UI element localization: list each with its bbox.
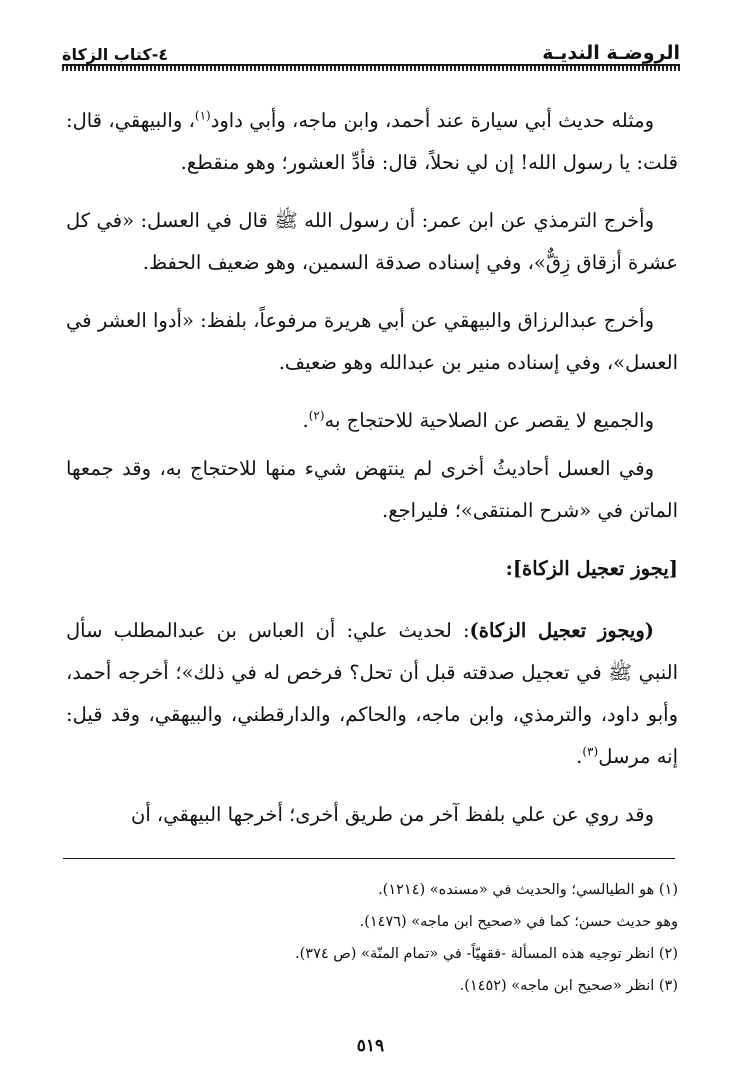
footnote-ref-2[interactable]: (٢) [308,408,325,423]
footnote-2: (٢) انظر توجيه هذه المسألة -فقهيّاً- في «تمام المنّة» (ص ٣٧٤). [295,946,678,962]
section-heading: [يجوز تعجيل الزكاة]: [505,557,678,580]
paragraph-1-text: ومثله حديث أبي سيارة عند أحمد، وابن ماجه، وأبي داود [210,109,654,132]
running-header [62,30,680,64]
paragraph-5: وفي العسل أحاديثُ أخرى لم ينتهض شيء منها للاحتجاج به، وقد جمعها الماتن في «شرح المنتقى»؛ فليراجع. [66,457,678,522]
body-text [66,100,678,852]
paragraph-4-text: والجميع لا يقصر عن الصلاحية للاحتجاج به [324,409,654,432]
page-number: ٥١٩ [356,1036,385,1056]
footnote-1-cont: وهو حديث حسن؛ كما في «صحيح ابن ماجه» (١٤٧٦). [359,914,678,930]
paragraph-6-lead: (ويجوز تعجيل الزكاة) [469,619,654,642]
footnote-1: (١) هو الطيالسي؛ والحديث في «مسنده» (١٢١٤). [378,882,678,898]
paragraph-6-text: : لحديث علي: أن العباس بن عبدالمطلب سأل النبي ﷺ في تعجيل صدقته قبل أن تحل؟ فرخص له في ذلك»؛ أخرجه أحمد، وأبو داود، والترمذي، وابن ماجه، والحاكم، والدارقطني، والبيهقي، وقد قيل: إنه مرسل [66,619,678,768]
paragraph-4-rest: . [302,409,309,432]
footnotes [66,874,678,1002]
paragraph-1 [66,100,678,184]
paragraph-6 [66,610,678,778]
paragraph-3: وأخرج عبدالرزاق والبيهقي عن أبي هريرة مرفوعاً، بلفظ: «أدوا العشر في العسل»، وفي إسناده منير بن عبدالله وهو ضعيف. [66,309,678,374]
paragraph-1-rest: ، والبيهقي، قال: قلت: يا رسول الله! إن لي نحلاً، قال: فأدِّ العشور؛ وهو منقطع. [66,109,678,174]
book-title: الروضـة النديـة [542,42,680,64]
footnote-ref-3[interactable]: (٣) [582,744,599,759]
footnote-ref-1[interactable]: (١) [194,108,211,123]
paragraph-7: وقد روي عن علي بلفظ آخر من طريق أخرى؛ أخرجها البيهقي، أن [131,803,654,826]
header-rule [62,64,680,71]
paragraph-6-rest: . [576,745,583,768]
paragraph-2: وأخرج الترمذي عن ابن عمر: أن رسول الله ﷺ قال في العسل: «في كل عشرة أزقاق زِقٌّ»، وفي إسناده صدقة السمين، وهو ضعيف الحفظ. [66,209,678,274]
chapter-title: ٤-كتاب الزكاة [62,45,169,64]
paragraph-4 [66,400,678,442]
footnote-separator [63,858,675,859]
footnote-3: (٣) انظر «صحيح ابن ماجه» (١٤٥٢). [459,978,678,994]
